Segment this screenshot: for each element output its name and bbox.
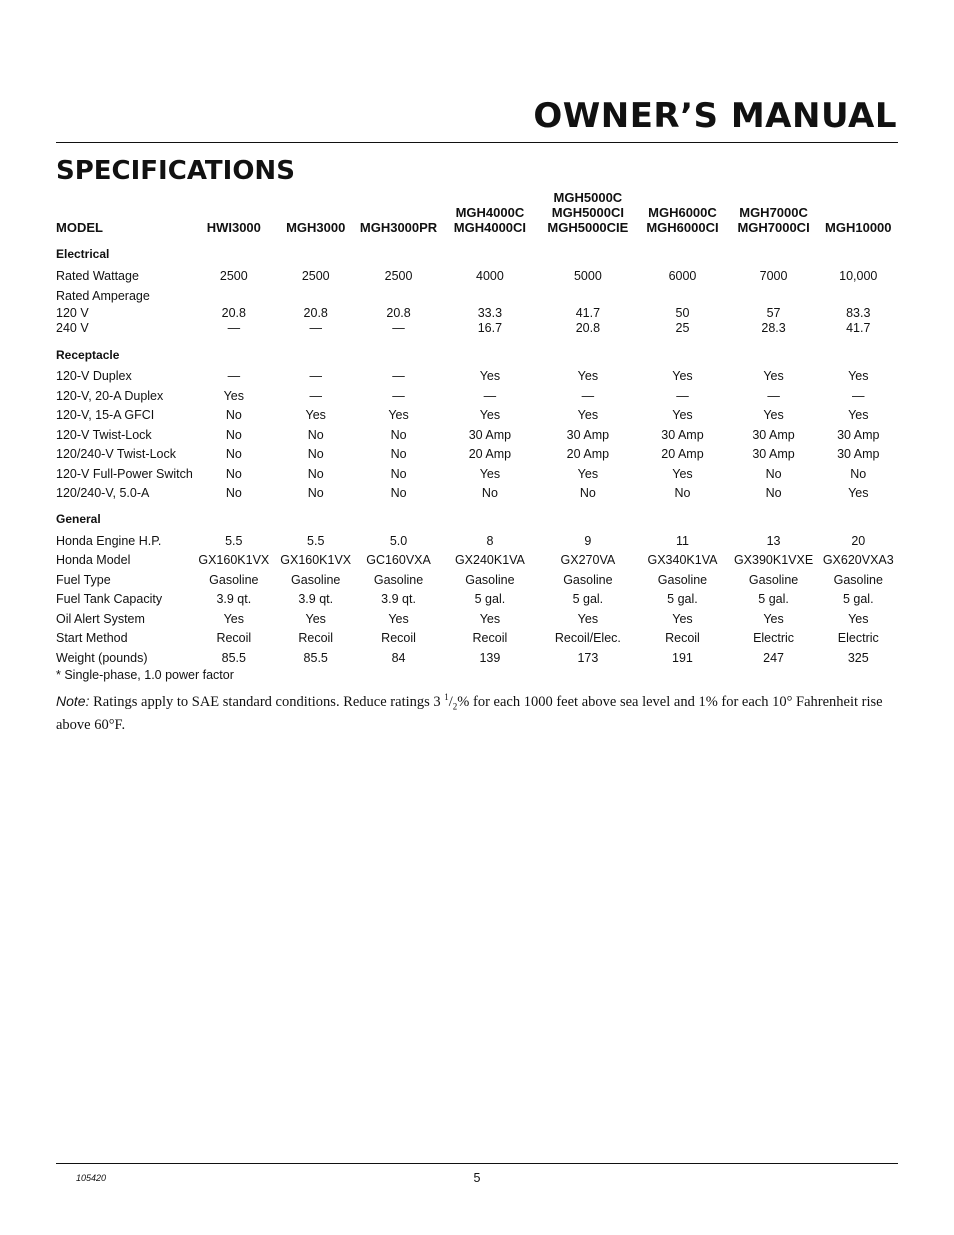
table-cell: Yes	[223, 388, 245, 403]
table-cell: Yes	[672, 408, 693, 422]
table-cell: GX160K1VX	[198, 553, 270, 567]
table-row	[56, 528, 898, 548]
table-cell: 41.7	[846, 320, 871, 335]
table-header-row	[56, 190, 898, 235]
table-cell: 13	[766, 533, 781, 548]
table-cell: 30 Amp	[752, 447, 795, 461]
row-label: 120-V, 20-A Duplex	[56, 388, 164, 403]
column-header-hwi3000: HWI3000	[206, 220, 261, 235]
note-text-after: % for each 1000 feet above sea level and 1% for each 10° Fahrenheit rise above 60°F.	[56, 693, 883, 733]
table-row	[56, 567, 898, 587]
table-row	[56, 461, 898, 481]
note-fraction-denominator: 2	[452, 701, 458, 712]
table-cell: —	[227, 320, 241, 335]
table-cell: Yes	[479, 408, 501, 422]
table-cell: 4000	[476, 268, 504, 283]
table-cell: Recoil	[216, 631, 252, 645]
row-label: 120-V, 15-A GFCI	[56, 408, 155, 422]
table-cell: 11	[675, 533, 689, 548]
column-header-mgh5000: MGH5000C MGH5000CI MGH5000CIE	[547, 190, 629, 235]
table-row	[56, 626, 898, 646]
table-cell: No	[579, 486, 596, 500]
table-cell: 20.8	[386, 305, 411, 320]
table-row	[56, 548, 898, 568]
table-cell: —	[676, 388, 689, 403]
table-cell: 5 gal.	[667, 592, 698, 606]
table-cell: Gasoline	[833, 572, 883, 587]
row-label: 120-V Full-Power Switch	[56, 466, 193, 481]
table-cell: 41.7	[575, 305, 601, 320]
footer-divider	[56, 1163, 898, 1164]
table-cell: 85.5	[221, 650, 246, 665]
table-cell: 30 Amp	[837, 427, 880, 442]
table-cell: Yes	[577, 611, 599, 626]
column-header-mgh6000: MGH6000C MGH6000CI	[646, 205, 719, 235]
page-number: 5	[473, 1171, 481, 1185]
row-label: Honda Engine H.P.	[56, 533, 162, 548]
table-cell: Electric	[837, 631, 879, 645]
row-label: Honda Model	[56, 553, 131, 567]
table-cell: 20	[851, 533, 866, 548]
table-cell: GX160K1VX	[280, 553, 352, 567]
table-cell: —	[309, 369, 322, 383]
note-fraction-numerator: 1	[444, 692, 449, 702]
table-cell: 173	[577, 650, 599, 665]
table-cell: No	[390, 486, 407, 500]
table-cell: No	[481, 486, 498, 500]
table-cell: Yes	[763, 408, 784, 422]
table-cell: 2500	[219, 268, 248, 283]
table-cell: Yes	[305, 408, 326, 422]
table-cell: 3.9 qt.	[298, 592, 334, 606]
row-label: Fuel Tank Capacity	[56, 592, 163, 606]
table-cell: 2500	[384, 268, 413, 283]
table-cell: Yes	[479, 466, 501, 481]
table-cell: Gasoline	[657, 572, 708, 587]
table-cell: No	[765, 486, 782, 500]
table-cell: 30 Amp	[661, 427, 704, 442]
table-cell: No	[390, 466, 407, 481]
column-header-mgh7000: MGH7000C MGH7000CI	[737, 205, 810, 235]
table-cell: No	[307, 486, 324, 500]
table-row	[56, 442, 898, 462]
table-cell: 84	[391, 650, 406, 665]
table-cell: GX390K1VXE	[733, 553, 814, 567]
table-cell: 5 gal.	[572, 592, 604, 606]
table-cell: 5.0	[389, 533, 408, 548]
table-cell: 9	[584, 533, 592, 548]
table-cell: Yes	[479, 611, 501, 626]
table-cell: Yes	[763, 611, 784, 626]
table-cell: Yes	[479, 369, 501, 383]
table-cell: 2500	[301, 268, 330, 283]
table-cell: No	[850, 466, 867, 481]
table-cell: 25	[675, 320, 690, 335]
table-cell: —	[392, 369, 405, 383]
table-cell: No	[307, 427, 324, 442]
group-heading-receptacle: Receptacle	[56, 347, 120, 362]
note-label: Note:	[56, 692, 90, 709]
section-title: SPECIFICATIONS	[56, 156, 295, 186]
table-cell: —	[852, 388, 865, 403]
table-cell: Gasoline	[563, 572, 613, 587]
table-cell: 5 gal.	[758, 592, 789, 606]
table-cell: —	[767, 388, 780, 403]
table-cell: No	[307, 447, 324, 461]
table-cell: Recoil	[298, 631, 334, 645]
table-cell: Yes	[848, 408, 869, 422]
manual-title: OWNER’S MANUAL	[533, 96, 897, 136]
table-cell: 20.8	[303, 305, 328, 320]
table-cell: 30 Amp	[566, 427, 610, 442]
table-row	[56, 587, 898, 607]
table-cell: Yes	[577, 466, 599, 481]
table-cell: Recoil	[665, 631, 700, 645]
table-cell: No	[225, 486, 242, 500]
table-row-rated-wattage	[56, 263, 898, 283]
table-cell: —	[581, 388, 595, 403]
table-cell: 20 Amp	[661, 447, 704, 461]
table-cell: —	[392, 388, 405, 403]
table-cell: 33.3	[477, 305, 503, 320]
table-cell: GC160VXA	[366, 553, 431, 567]
table-cell: 85.5	[303, 650, 328, 665]
table-cell: Recoil/Elec.	[554, 631, 621, 645]
table-cell: 5.5	[307, 533, 325, 548]
table-cell: GX240K1VA	[454, 553, 525, 567]
table-cell: No	[225, 447, 242, 461]
column-header-mgh3000: MGH3000	[286, 220, 346, 235]
footnote: * Single-phase, 1.0 power factor	[56, 668, 234, 682]
table-cell: 5 gal.	[842, 592, 874, 606]
table-cell: 191	[672, 650, 693, 665]
column-header-mgh3000pr: MGH3000PR	[359, 220, 438, 235]
table-cell: Electric	[753, 631, 795, 645]
row-label: Rated Amperage	[56, 288, 150, 303]
table-row	[56, 364, 898, 384]
table-cell: —	[309, 388, 322, 403]
table-cell: 20 Amp	[566, 447, 610, 461]
table-cell: 8	[486, 533, 494, 548]
table-cell: 28.3	[761, 320, 786, 335]
table-row	[56, 403, 898, 423]
row-label: Fuel Type	[56, 572, 111, 587]
note-text-before: Ratings apply to SAE standard conditions. Reduce ratings 3	[93, 693, 445, 710]
table-cell: Yes	[672, 369, 693, 383]
table-cell: Gasoline	[209, 572, 259, 587]
table-cell: 20 Amp	[468, 447, 512, 461]
table-cell: Yes	[848, 611, 869, 626]
table-cell: —	[483, 388, 497, 403]
table-cell: 6000	[668, 268, 697, 283]
table-cell: GX620VXA3	[822, 553, 894, 567]
table-cell: No	[225, 408, 242, 422]
row-label: 240 V	[56, 320, 89, 335]
table-cell: 10,000	[839, 268, 878, 283]
row-label: Rated Wattage	[56, 268, 139, 283]
table-cell: Yes	[672, 466, 693, 481]
column-header-mgh10000: MGH10000	[825, 220, 892, 235]
table-cell: —	[309, 320, 322, 335]
table-row	[56, 422, 898, 442]
table-cell: 7000	[759, 268, 788, 283]
table-cell: 3.9 qt.	[216, 592, 252, 606]
group-heading-general: General	[56, 512, 101, 526]
table-cell: 57	[766, 305, 781, 320]
table-cell: 5.5	[225, 533, 243, 548]
table-cell: —	[392, 320, 405, 335]
column-header-mgh4000: MGH4000C MGH4000CI	[453, 205, 527, 235]
table-cell: 5000	[573, 268, 602, 283]
table-cell: No	[390, 427, 407, 442]
table-cell: Yes	[672, 611, 693, 626]
table-cell: 50	[675, 305, 690, 320]
table-cell: 3.9 qt.	[381, 592, 416, 606]
table-cell: 20.8	[575, 320, 601, 335]
table-cell: 30 Amp	[837, 447, 880, 461]
table-cell: No	[765, 466, 782, 481]
row-label: 120-V Twist-Lock	[56, 427, 152, 442]
table-cell: Yes	[305, 611, 326, 626]
row-label: 120/240-V, 5.0-A	[56, 486, 150, 500]
table-cell: Yes	[577, 408, 599, 422]
table-cell: No	[674, 486, 691, 500]
table-row-amperage-240v	[56, 321, 898, 336]
table-cell: GX340K1VA	[647, 553, 718, 567]
table-cell: 83.3	[846, 305, 871, 320]
table-row-amperage-120v	[56, 306, 898, 321]
table-cell: Gasoline	[465, 572, 515, 587]
table-cell: Yes	[848, 369, 869, 383]
row-label: Start Method	[56, 631, 128, 645]
row-label: 120/240-V Twist-Lock	[56, 447, 176, 461]
row-label: 120 V	[56, 305, 89, 320]
table-cell: Yes	[388, 408, 409, 422]
table-cell: No	[390, 447, 407, 461]
table-row	[56, 481, 898, 501]
table-cell: Gasoline	[748, 572, 799, 587]
specifications-table	[56, 190, 898, 665]
table-cell: 5 gal.	[474, 592, 506, 606]
table-cell: 325	[847, 650, 869, 665]
table-cell: Yes	[577, 369, 599, 383]
table-row	[56, 606, 898, 626]
group-heading-electrical: Electrical	[56, 247, 110, 261]
table-cell: GX270VA	[560, 553, 616, 567]
table-cell: No	[225, 427, 242, 442]
row-label: 120-V Duplex	[56, 369, 132, 383]
table-cell: No	[225, 466, 242, 481]
table-row	[56, 645, 898, 665]
row-label: Oil Alert System	[56, 611, 145, 626]
column-header-model: MODEL	[56, 220, 103, 235]
table-cell: 16.7	[477, 320, 503, 335]
table-cell: Yes	[223, 611, 245, 626]
table-row	[56, 383, 898, 403]
table-cell: 30 Amp	[468, 427, 512, 442]
table-cell: 247	[763, 650, 784, 665]
ratings-note: Note: Ratings apply to SAE standard conditions. Reduce ratings 3 $^1/_2\%$ for each 1000 feet above sea level and 1% for each 10° Fahrenheit rise above 60°F.	[56, 692, 883, 733]
table-cell: Gasoline	[373, 572, 424, 587]
table-row-rated-amperage	[56, 283, 898, 306]
table-cell: Yes	[848, 486, 869, 500]
document-number: 105420	[76, 1173, 107, 1183]
table-cell: 30 Amp	[752, 427, 795, 442]
table-cell: Yes	[388, 611, 409, 626]
header-divider	[56, 142, 898, 143]
table-cell: Gasoline	[291, 572, 341, 587]
table-cell: Recoil	[381, 631, 416, 645]
table-cell: Yes	[763, 369, 784, 383]
table-cell: No	[307, 466, 324, 481]
row-label: Weight (pounds)	[56, 650, 148, 665]
table-cell: —	[227, 369, 241, 383]
table-cell: Recoil	[472, 631, 508, 645]
table-cell: 139	[479, 650, 501, 665]
table-cell: 20.8	[221, 305, 246, 320]
